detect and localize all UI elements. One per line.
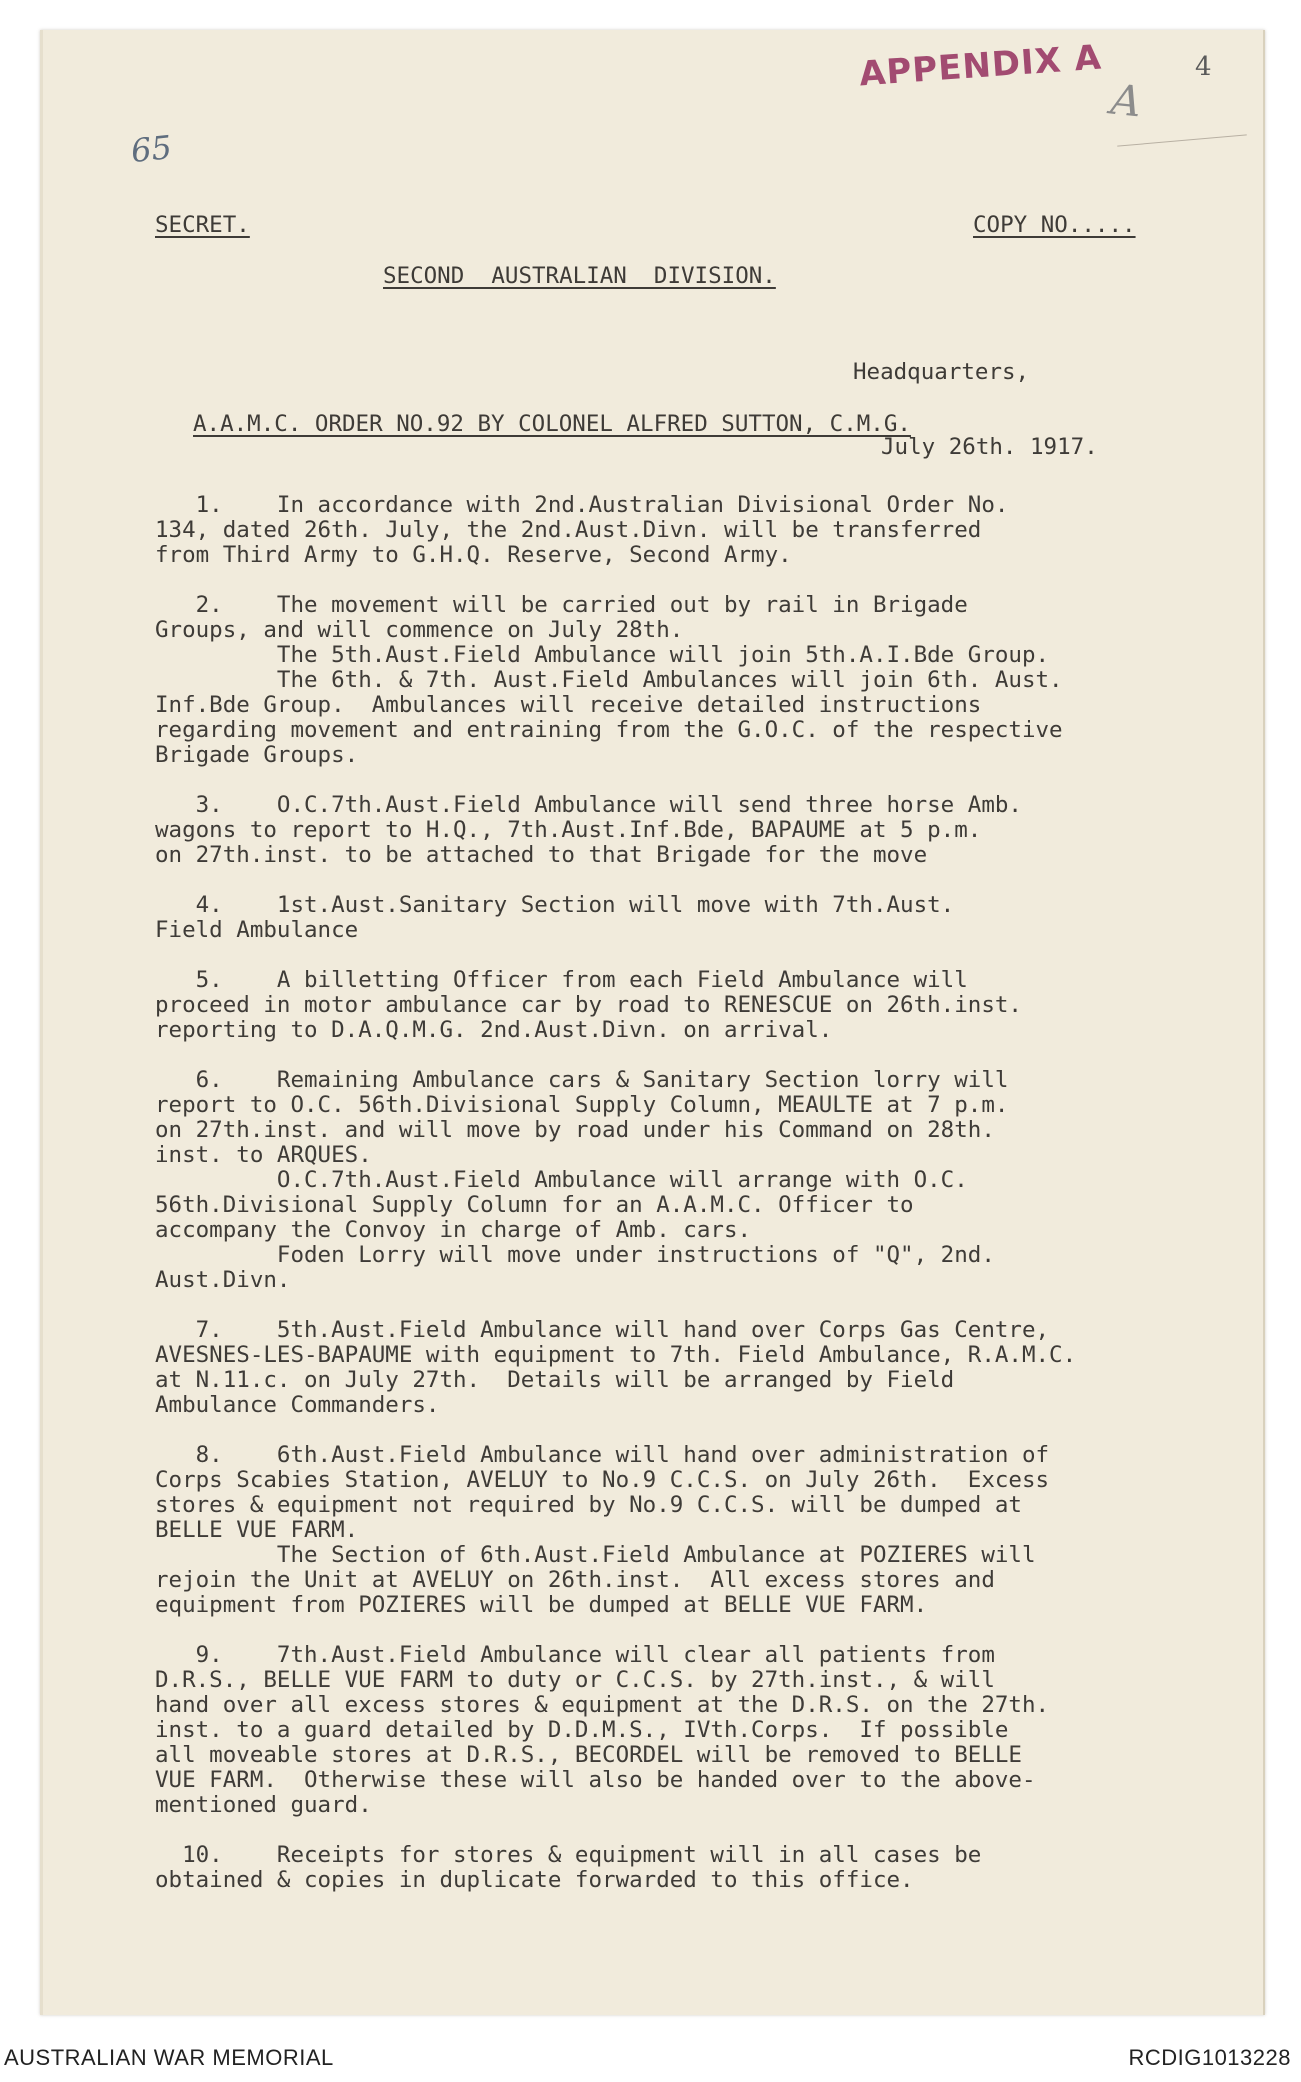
classification-label: SECRET. [155, 212, 250, 238]
pencil-mark [1117, 134, 1247, 146]
headquarters-block [853, 310, 1098, 510]
order-body: 1. In accordance with 2nd.Australian Divisional Order No. 134, dated 26th. July, the 2nd.Aust.Divn. will be transferred from Third Army to G.H.Q. Reserve, Second Army. 2. The movement will be carried out by rail in Brigade Groups, and will commence on July 28th. The 5th.Aust.Field Ambulance will join 5th.A.I.Bde Group. The 6th. & 7th. Aust.Field Ambulances will join 6th. Aust. Inf.Bde Group. Ambulances will receive detailed instructions regarding movement and entraining from the G.O.C. of the respective Brigade Groups. 3. O.C.7th.Aust.Field Ambulance will send three horse Amb. wagons to report to H.Q., 7th.Aust.Inf.Bde, BAPAUME at 5 p.m. on 27th.inst. to be attached to that Brigade for the move 4. 1st.Aust.Sanitary Section will move with 7th.Aust. Field Ambulance 5. A billetting Officer from each Field Ambulance will proceed in motor ambulance car by road to RENESCUE on 26th.inst. reporting to D.A.Q.M.G. 2nd.Aust.Divn. on arrival. 6. Remaining Ambulance cars & Sanitary Section lorry will report to O.C. 56th.Divisional Supply Column, MEAULTE at 7 p.m. on 27th.inst. and will move by road under his Command on 28th. inst. to ARQUES. O.C.7th.Aust.Field Ambulance will arrange with O.C. 56th.Divisional Supply Column for an A.A.M.C. Officer to accompany the Convoy in charge of Amb. cars. Foden Lorry will move under instructions of "Q", 2nd. Aust.Divn. 7. 5th.Aust.Field Ambulance will hand over Corps Gas Centre, AVESNES-LES-BAPAUME with equipment to 7th. Field Ambulance, R.A.M.C. at N.11.c. on July 27th. Details will be arranged by Field Ambulance Commanders. 8. 6th.Aust.Field Ambulance will hand over administration of Corps Scabies Station, AVELUY to No.9 C.C.S. on July 26th. Excess stores & equipment not required by No.9 C.C.S. will be dumped at BELLE VUE FARM. The Section of 6th.Aust.Field Ambulance at POZIERES will rejoin the Unit at AVELUY on 26th.inst. All excess stores and equipment from POZIERES will be dumped at BELLE VUE FARM. 9. 7th.Aust.Field Ambulance will clear all patients from D.R.S., BELLE VUE FARM to duty or C.C.S. by 27th.inst., & will hand over all excess stores & equipment at the D.R.S. on the 27th. inst. to a guard detailed by D.D.M.S., IVth.Corps. If possible all moveable stores at D.R.S., BECORDEL will be removed to BELLE VUE FARM. Otherwise these will also be handed over to the above- mentioned guard. 10. Receipts for stores & equipment will in all cases be obtained & copies in duplicate forwarded to this office. [155, 492, 1077, 1893]
archive-credit: AUSTRALIAN WAR MEMORIAL [4, 2045, 334, 2070]
division-heading: SECOND AUSTRALIAN DIVISION. [383, 263, 776, 289]
folio-number: 65 [129, 127, 174, 171]
order-date: July 26th. 1917. [881, 434, 1098, 460]
handwritten-letter: A [1108, 74, 1144, 127]
page-number: 4 [1195, 52, 1212, 82]
order-title: A.A.M.C. ORDER NO.92 BY COLONEL ALFRED SUTTON, C.M.G. [193, 411, 911, 437]
appendix-stamp: APPENDIX A [857, 37, 1104, 95]
archive-reference: RCDIG1013228 [1128, 2045, 1291, 2070]
copy-number-label: COPY NO..... [973, 212, 1136, 238]
headquarters-location: Headquarters, [853, 359, 1030, 385]
document-page [40, 30, 1265, 2015]
